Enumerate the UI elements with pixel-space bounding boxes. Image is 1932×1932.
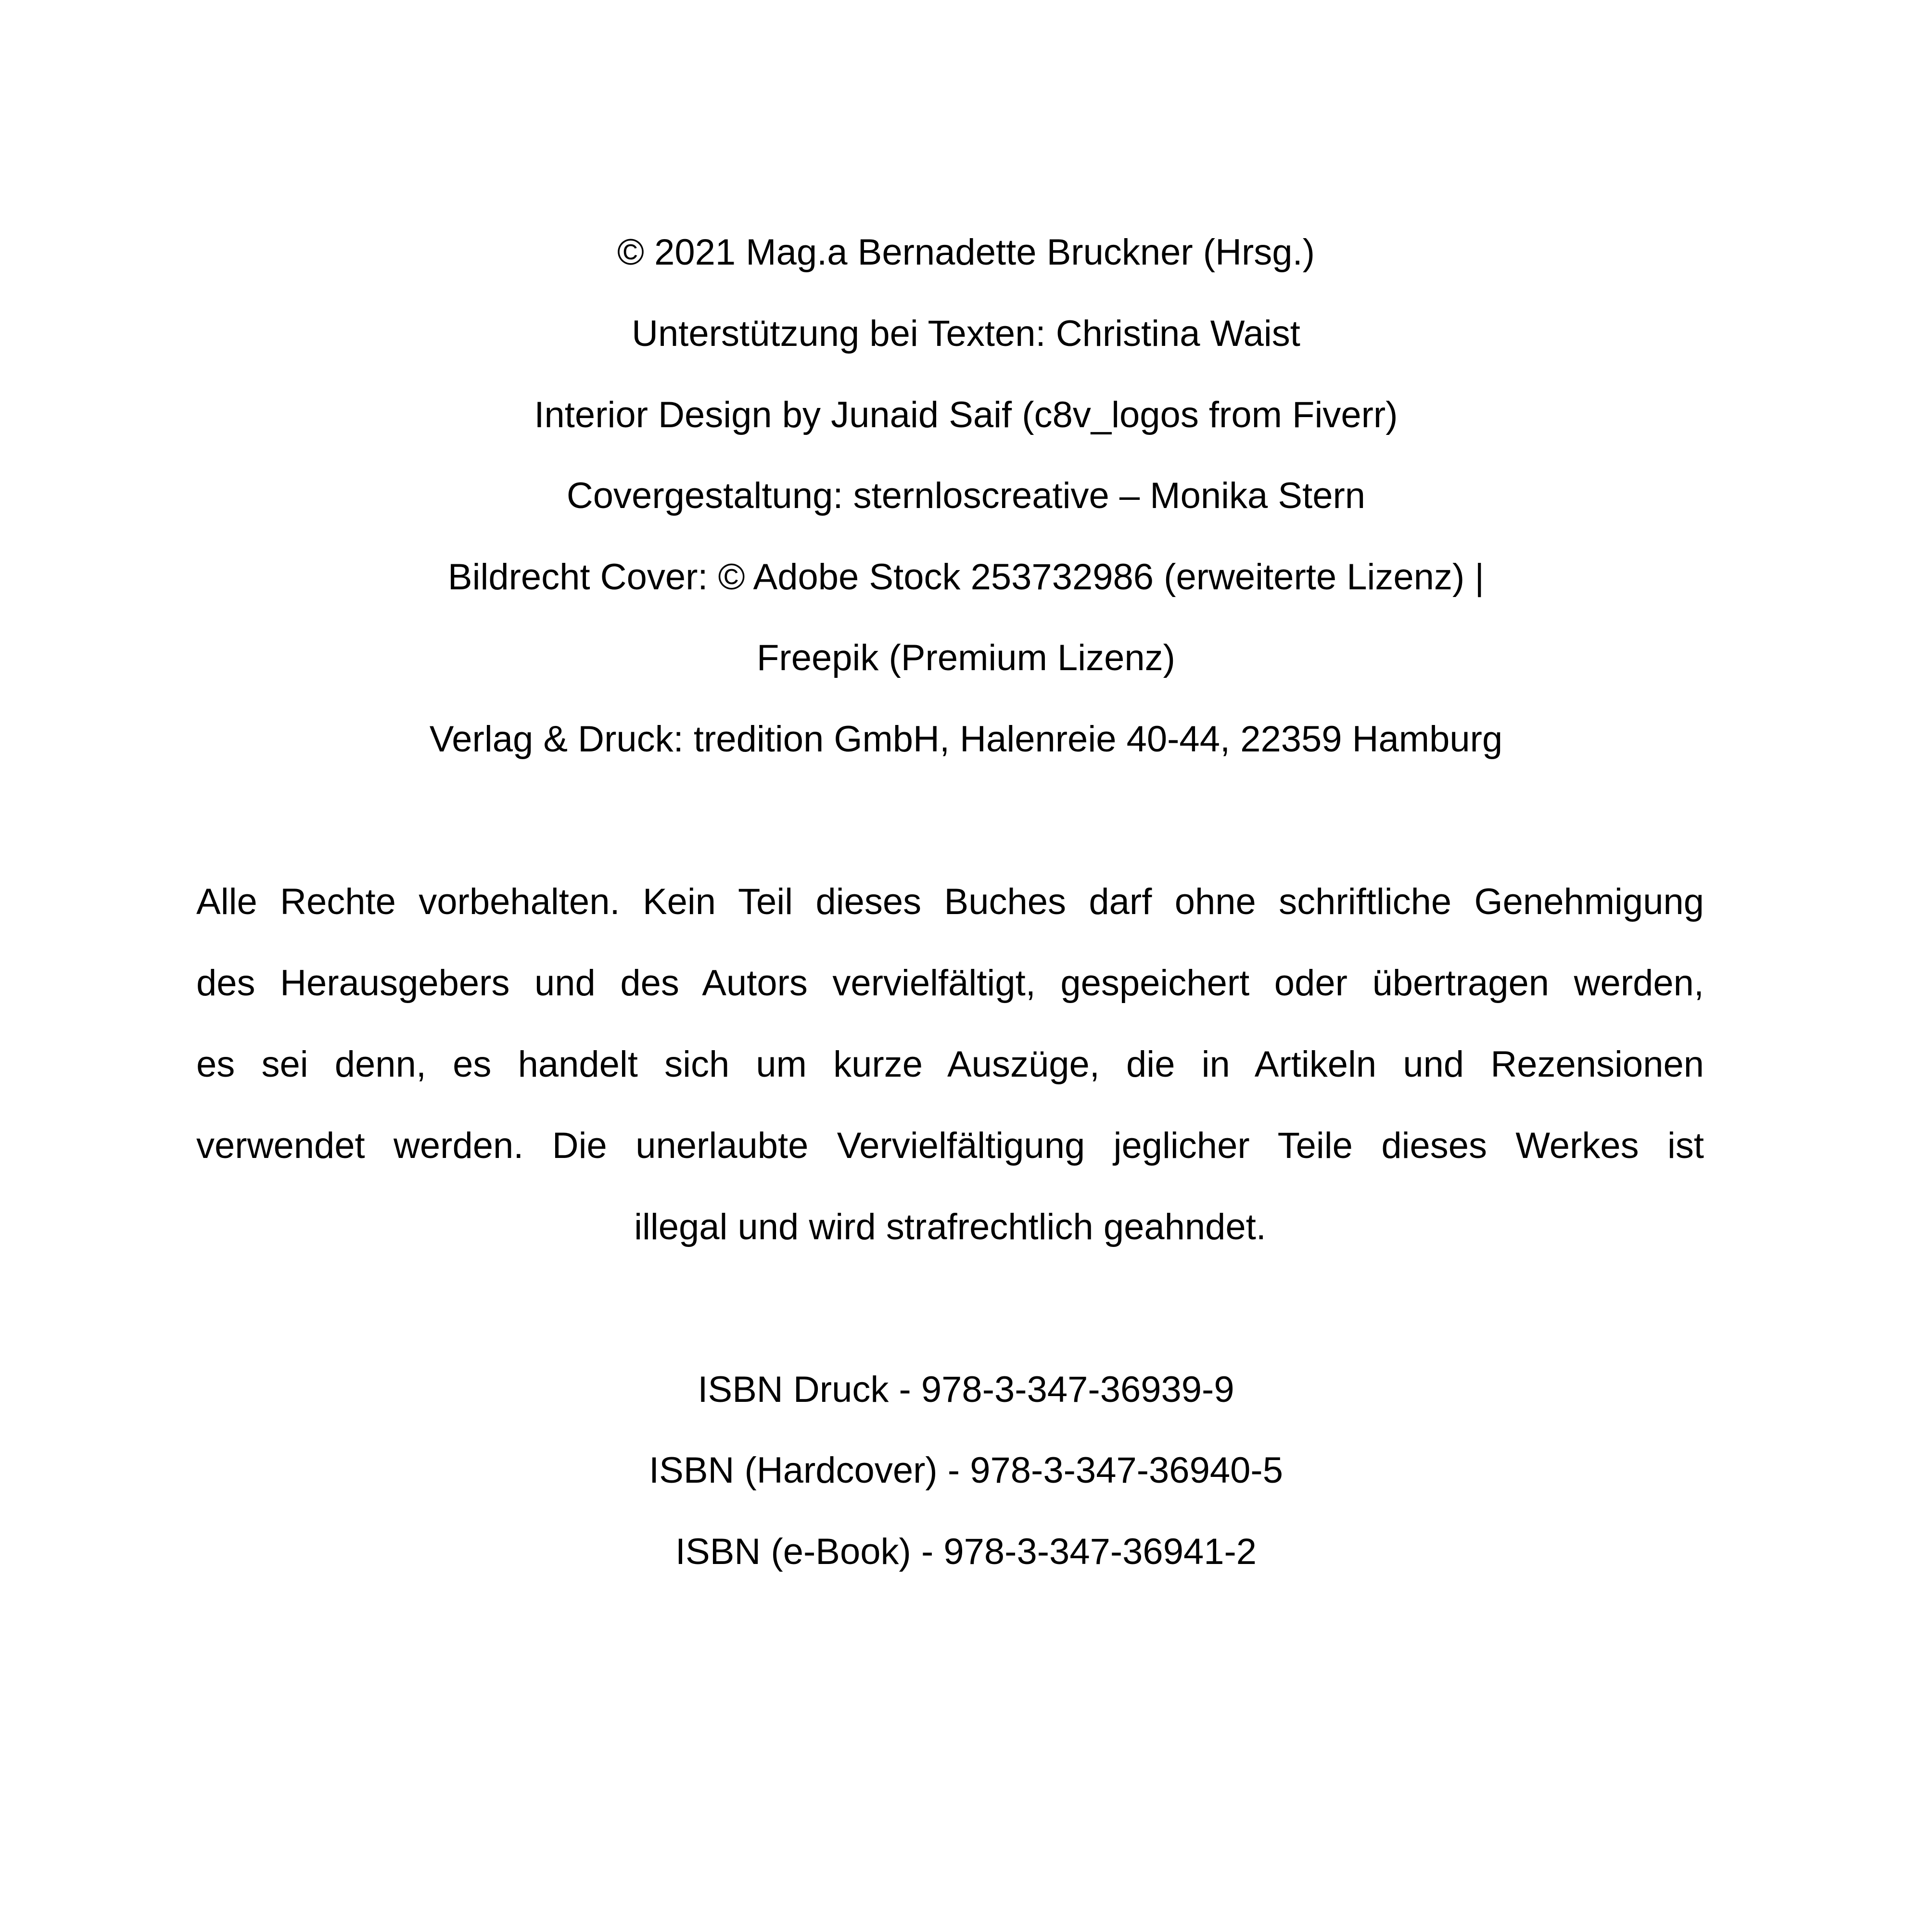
rights-notice-line: des Herausgebers und des Autors vervielfältigt, gespeichert oder übertragen werden, — [196, 963, 1704, 1004]
text-support-line: Unterstützung bei Texten: Christina Waist — [632, 313, 1300, 354]
isbn-ebook-line: ISBN (e-Book) - 978-3-347-36941-2 — [675, 1531, 1257, 1572]
rights-notice-paragraph — [196, 878, 1704, 1284]
cover-design-line: Covergestaltung: sternloscreative – Monika Stern — [566, 475, 1366, 516]
image-rights-line-1: Bildrecht Cover: © Adobe Stock 253732986 (erweiterte Lizenz) | — [447, 557, 1485, 597]
rights-notice-line: Alle Rechte vorbehalten. Kein Teil dieses Buches darf ohne schriftliche Genehmigung — [196, 881, 1704, 922]
copyright-line: © 2021 Mag.a Bernadette Bruckner (Hrsg.) — [617, 232, 1315, 273]
interior-design-line: Interior Design by Junaid Saif (c8v_logos from Fiverr) — [534, 394, 1398, 435]
image-rights-line-2: Freepik (Premium Lizenz) — [757, 637, 1175, 678]
rights-notice-line: illegal und wird strafrechtlich geahndet. — [634, 1207, 1266, 1247]
rights-notice-line: es sei denn, es handelt sich um kurze Auszüge, die in Artikeln und Rezensionen — [196, 1044, 1704, 1085]
rights-notice-line: verwendet werden. Die unerlaubte Vervielfältigung jeglicher Teile dieses Werkes ist — [196, 1125, 1704, 1166]
isbn-print-line: ISBN Druck - 978-3-347-36939-9 — [698, 1369, 1234, 1410]
isbn-hardcover-line: ISBN (Hardcover) - 978-3-347-36940-5 — [649, 1450, 1283, 1491]
publisher-line: Verlag & Druck: tredition GmbH, Halenreie 40-44, 22359 Hamburg — [429, 719, 1503, 760]
